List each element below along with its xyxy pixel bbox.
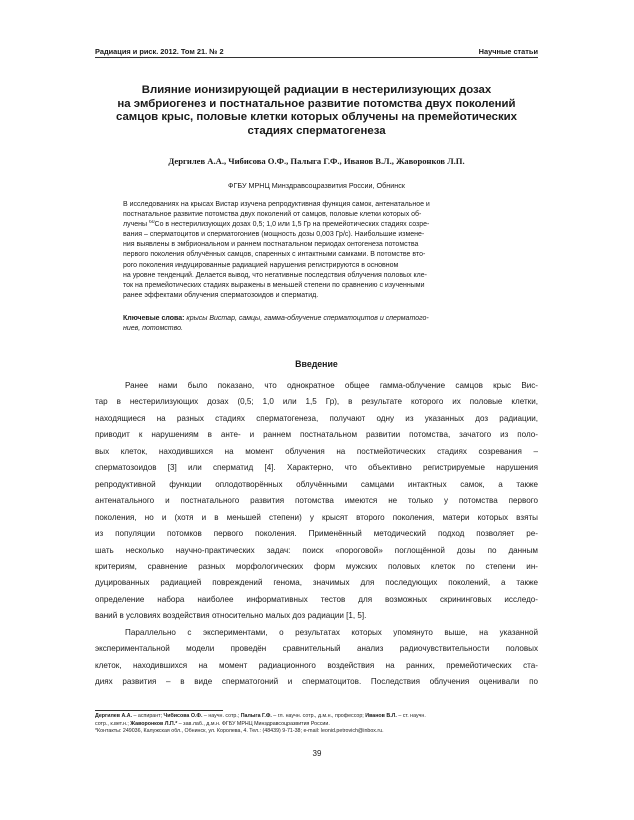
body-line: приводит к нарушениям в анте- и раннем постнатальном развитии потомства, зачатого из поло- <box>95 430 538 440</box>
body-line: определение набора наиболее информативных тестов для возможных скрининговых исследо- <box>95 594 538 604</box>
abstract-line: ранее эффектами облучения сперматозоидов и сперматид. <box>123 291 319 299</box>
author-name: Палыга Г.Ф. <box>240 713 272 719</box>
page-number: 39 <box>312 749 322 758</box>
isotope-mass-number: 60 <box>148 220 155 226</box>
keywords-label: Ключевые слова: <box>123 315 185 322</box>
section-label: Научные статьи <box>478 47 538 56</box>
title-line: стадиях сперматогенеза <box>247 124 386 137</box>
body-text <box>95 378 538 691</box>
body-line: сперматозоидов [3] или сперматид [4]. Характерно, что объективно регистрируемые нарушения <box>95 463 538 473</box>
author-name: Чибисова О.Ф. <box>163 713 203 719</box>
body-line: антенатального и постнатального развития потомства имеются не только у потомства первого <box>95 496 538 506</box>
abstract-text: лучены <box>123 221 149 229</box>
body-line: репродуктивной функции оплодотворённых облучёнными самцами интактных самок, а также <box>95 479 538 489</box>
article-title <box>95 84 538 138</box>
title-line: Влияние ионизирующей радиации в нестерилизующих дозах <box>141 84 492 96</box>
abstract-line: ния выявлены в эмбриональном и раннем постнатальном периодах онтогенеза потомства <box>123 241 419 249</box>
author-role: – аспирант; <box>132 713 164 719</box>
body-line: из популяции потомков первого поколения. Применённый методический подход позволяет ре- <box>95 529 538 539</box>
author-name: Жаворонков Л.П.* <box>130 720 178 727</box>
body-line: диях развития – в виде сперматогоний и сперматоцитов. Последствия облучения оценивали по <box>95 677 538 687</box>
section-heading: Введение <box>295 359 338 369</box>
title-line: на эмбриогенез и постнатальное развитие потомства двух поколений <box>117 97 516 110</box>
keywords-text: крысы Вистар, самцы, гамма-облучение сперматоцитов и сперматого- <box>184 315 429 322</box>
abstract-text: Со в нестерилизующих дозах 0,5; 1,0 или 1,5 Гр на премейотических стадиях созре- <box>154 221 430 229</box>
body-line: вых клеток, находившихся на момент облучения на постмейотических стадиях созревания – <box>95 446 538 456</box>
abstract-line: ток на премейотических стадиях выражены в меньшей степени по сравнению с изученными <box>123 281 425 289</box>
footnote-divider <box>95 710 223 711</box>
body-line: критериям, сравнение разных морфологических форм мужских половых клеток по степени ин- <box>95 561 538 571</box>
body-line: Ранее нами было показано, что однократное общее гамма-облучение самцов крыс Вис- <box>125 381 538 390</box>
footnote-line <box>95 721 538 729</box>
author-role: – ст. научн. <box>396 713 426 719</box>
keywords-line <box>123 314 509 324</box>
footnote-line <box>95 713 538 721</box>
author-name: Дергилев А.А. <box>95 713 133 719</box>
body-line: шать несколько научно-практических задач: поиск «пороговой» поглощённой дозы по данным <box>95 545 538 555</box>
keywords-text: ниев, потомство. <box>123 325 183 333</box>
author-role: сотр., к.вет.н.; <box>95 720 131 727</box>
abstract-line: на уровне тенденций. Делается вывод, что негативные последствия облучения половых кле- <box>123 271 427 279</box>
body-line: экспериментальной модели проведён сравнительный анализ радиочувствительности половых <box>95 644 538 654</box>
journal-citation: Радиация и риск. 2012. Том 21. № 2 <box>95 47 224 56</box>
body-line: находящиеся на разных стадиях сперматогенеза, получают одну из указанных доз радиации, <box>95 413 538 423</box>
body-line: клеток, находившихся на момент радиационного воздействия на ранних, премейотических ста- <box>95 660 538 670</box>
body-line: поколения, но и (хотя и в меньшей степени) у крысят второго поколения, матери которых взяты <box>95 512 538 522</box>
body-line: ваний в условиях воздействия относительно малых доз радиации [1, 5]. <box>95 611 367 621</box>
author-role: – зав.лаб., д.м.н. ФГБУ МРНЦ Минздравсоцразвития России. <box>177 720 330 727</box>
body-line: дуцированных радиацией повреждений генома, значимых для последующих поколений, а также <box>95 578 538 588</box>
abstract-line: В исследованиях на крысах Вистар изучена репродуктивная функция самок, антенатальное и <box>123 201 430 208</box>
author-role: – научн. сотр.; <box>202 713 241 719</box>
body-line: тар в нестерилизующих дозах (0,5; 1,0 или 1,5 Гр), в результате которого их половые клетки, <box>95 397 538 407</box>
affiliation: ФГБУ МРНЦ Минздравсоцразвития России, Обнинск <box>228 181 405 190</box>
footnote <box>95 713 538 736</box>
keywords-line <box>123 324 509 334</box>
header-divider <box>95 57 538 58</box>
abstract-line: рого поколения индуцированные радиацией нарушения регистрируются в основном <box>123 261 399 269</box>
abstract-line <box>123 220 509 230</box>
footnote-line: *Контакты: 249036, Калужская обл., Обнинск, ул. Королева, 4. Тел.: (48439) 9-71-38; e-mail: leonid.petrovich@inbox.ru. <box>95 728 384 735</box>
abstract <box>123 200 509 301</box>
author-name: Иванов В.Л. <box>365 713 397 719</box>
abstract-line: постнатальное развитие потомства двух поколений от самцов, половые клетки которых об- <box>123 211 422 219</box>
title-line: самцов крыс, половые клетки которых облучены на премейотических <box>115 111 518 124</box>
authors: Дергилев А.А., Чибисова О.Ф., Палыга Г.Ф., Иванов В.Л., Жаворонков Л.П. <box>168 156 465 166</box>
keywords <box>123 314 509 334</box>
abstract-line: первого поколения облучённых самцов, спаренных с интактными самками. В потомстве вто- <box>123 251 426 259</box>
author-role: – гл. научн. сотр., д.м.н., профессор; <box>271 713 366 719</box>
body-line: Параллельно с экспериментами, о результатах которых упомянуто выше, на указанной <box>125 627 538 637</box>
abstract-line: вания – сперматоцитов и сперматогониев (мощность дозы 0,003 Гр/с). Наибольшие измене- <box>123 231 425 239</box>
